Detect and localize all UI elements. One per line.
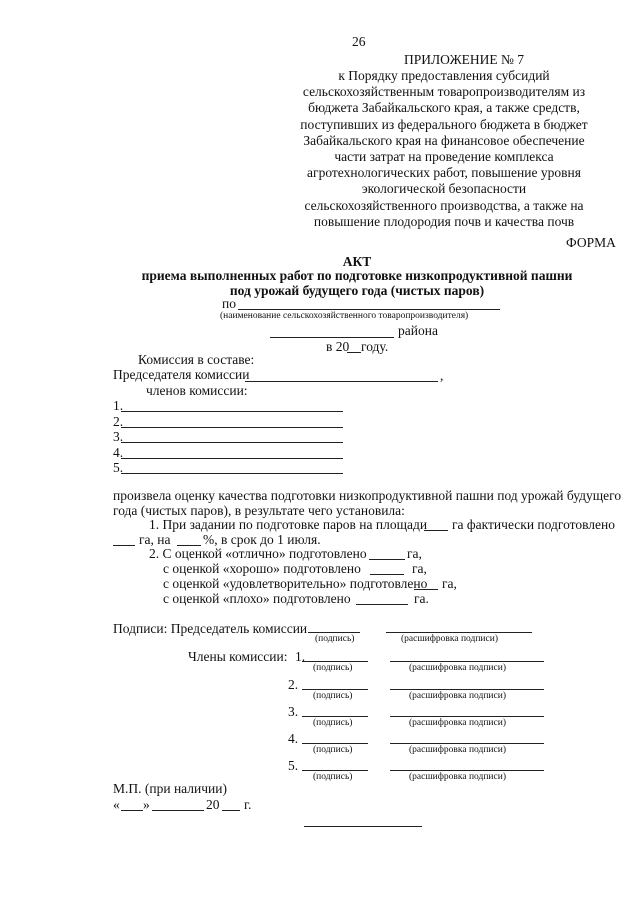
date-close-quote: » — [143, 797, 150, 812]
member-sign-caption: (подпись) — [313, 718, 353, 728]
member-decode-caption: (расшифровка подписи) — [409, 663, 506, 673]
appendix-line: Забайкальского края на финансовое обеспечение — [303, 132, 585, 148]
signature-member-number: 4. — [288, 731, 299, 746]
member-signature-field[interactable] — [302, 770, 368, 771]
bad-field[interactable] — [356, 604, 408, 605]
district-field[interactable] — [270, 337, 394, 338]
member-number: 3. — [113, 429, 124, 444]
appendix-line: бюджета Забайкальского края, а также средств, — [308, 100, 580, 116]
year-suffix: году. — [361, 339, 389, 354]
date-open-quote: « — [113, 797, 120, 812]
appendix-line: экологической безопасности — [361, 181, 527, 197]
evaluation-intro-2: года (чистых паров), в результате чего установила: — [113, 503, 405, 518]
member-decode-caption: (расшифровка подписи) — [409, 772, 506, 782]
commission-composition: Комиссия в составе: — [138, 352, 255, 367]
member-name-field[interactable] — [121, 458, 343, 459]
member-sign-caption: (подпись) — [313, 663, 353, 673]
satisfactory-ga: га, — [442, 576, 457, 591]
member-decode-field[interactable] — [390, 716, 544, 717]
chairman-decode-caption: (расшифровка подписи) — [401, 634, 498, 644]
member-name-field[interactable] — [121, 473, 343, 474]
appendix-line: к Порядку предоставления субсидий — [338, 68, 550, 83]
date-month-field[interactable] — [152, 810, 204, 811]
member-sign-caption: (подпись) — [313, 691, 353, 701]
appendix-title: ПРИЛОЖЕНИЕ № 7 — [404, 52, 525, 67]
signatures-members-label: Члены комиссии: — [188, 649, 288, 664]
member-number: 4. — [113, 444, 124, 460]
member-number: 2. — [113, 413, 124, 429]
appendix-line: повышение плодородия почв и качества почв — [313, 213, 575, 229]
date-day-field[interactable] — [121, 810, 143, 811]
good-ga: га, — [412, 561, 427, 576]
page-number: 26 — [352, 34, 366, 49]
chairman-label: Председателя комиссии — [113, 367, 250, 382]
member-sign-caption: (подпись) — [313, 772, 353, 782]
district-label: района — [398, 323, 438, 338]
item1-text-d: %, в срок до 1 июля. — [203, 532, 321, 547]
bad-label: с оценкой «плохо» подготовлено — [163, 591, 351, 606]
evaluation-intro-1: произвела оценку качества подготовки низкопродуктивной пашни под урожай будущего — [113, 488, 622, 503]
member-decode-field[interactable] — [390, 743, 544, 744]
appendix-line: части затрат на проведение комплекса — [334, 149, 554, 164]
appendix-line: сельскохозяйственным товаропроизводителям из — [302, 84, 586, 100]
member-name-field[interactable] — [121, 411, 343, 412]
chairman-signature-field[interactable] — [308, 632, 360, 633]
chairman-comma: , — [440, 368, 444, 383]
stamp-label: М.П. (при наличии) — [113, 781, 227, 796]
satisfactory-field[interactable] — [414, 589, 438, 590]
member-decode-field[interactable] — [390, 661, 544, 662]
prepared-area-field[interactable] — [113, 545, 135, 546]
chairman-name-field[interactable] — [245, 381, 438, 382]
member-decode-field[interactable] — [390, 689, 544, 690]
member-number: 1. — [113, 398, 124, 413]
act-title: АКТ — [342, 254, 372, 269]
member-signature-field[interactable] — [302, 743, 368, 744]
excellent-ga: га, — [407, 546, 422, 561]
member-decode-caption: (расшифровка подписи) — [409, 691, 506, 701]
excellent-field[interactable] — [369, 559, 405, 560]
form-label: ФОРМА — [566, 235, 616, 250]
appendix-line: сельскохозяйственного производства, а также на — [304, 197, 584, 213]
bad-ga: га. — [414, 591, 429, 606]
date-year-field[interactable] — [222, 810, 240, 811]
planned-area-field[interactable] — [424, 530, 448, 531]
date-year-prefix: 20 — [206, 797, 220, 812]
member-number: 5. — [113, 460, 124, 475]
member-name-field[interactable] — [121, 442, 343, 443]
chairman-sign-caption: (подпись) — [315, 634, 355, 644]
act-subtitle-2: под урожай будущего года (чистых паров) — [229, 283, 485, 298]
signature-member-number: 1. — [295, 649, 306, 664]
year-field[interactable] — [347, 352, 361, 353]
date-year-suffix: г. — [244, 797, 252, 812]
good-field[interactable] — [370, 574, 404, 575]
member-decode-caption: (расшифровка подписи) — [409, 745, 506, 755]
member-name-field[interactable] — [121, 427, 343, 428]
act-subtitle-1: приема выполненных работ по подготовке низкопродуктивной пашни — [141, 268, 573, 283]
good-label: с оценкой «хорошо» подготовлено — [163, 561, 361, 576]
po-label: по — [222, 296, 236, 311]
signatures-label: Подписи: Председатель комиссии — [113, 621, 308, 636]
appendix-line: поступивших из федерального бюджета в бюджет — [300, 116, 588, 132]
member-decode-caption: (расшифровка подписи) — [409, 718, 506, 728]
satisfactory-label: с оценкой «удовлетворительно» подготовлено — [163, 576, 428, 591]
item2-excellent: 2. С оценкой «отлично» подготовлено — [149, 546, 367, 561]
member-signature-field[interactable] — [302, 716, 368, 717]
members-label: членов комиссии: — [146, 383, 248, 398]
producer-name-field[interactable] — [238, 309, 500, 310]
appendix-line: агротехнологических работ, повышение уровня — [307, 165, 581, 181]
member-sign-caption: (подпись) — [313, 745, 353, 755]
member-signature-field[interactable] — [302, 661, 368, 662]
member-signature-field[interactable] — [302, 689, 368, 690]
year-prefix: в 20 — [326, 339, 350, 354]
signature-member-number: 5. — [288, 758, 299, 773]
chairman-decode-field[interactable] — [386, 632, 532, 633]
item1-text-b: га фактически подготовлено — [452, 517, 616, 532]
signature-member-number: 2. — [288, 677, 299, 692]
item1-text-c: га, на — [139, 532, 171, 547]
item1-text-a: 1. При задании по подготовке паров на площади — [149, 517, 428, 532]
producer-name-caption: (наименование сельскохозяйственного товаропроизводителя) — [220, 311, 469, 321]
bottom-line — [304, 826, 422, 827]
member-decode-field[interactable] — [390, 770, 544, 771]
signature-member-number: 3. — [288, 704, 299, 719]
